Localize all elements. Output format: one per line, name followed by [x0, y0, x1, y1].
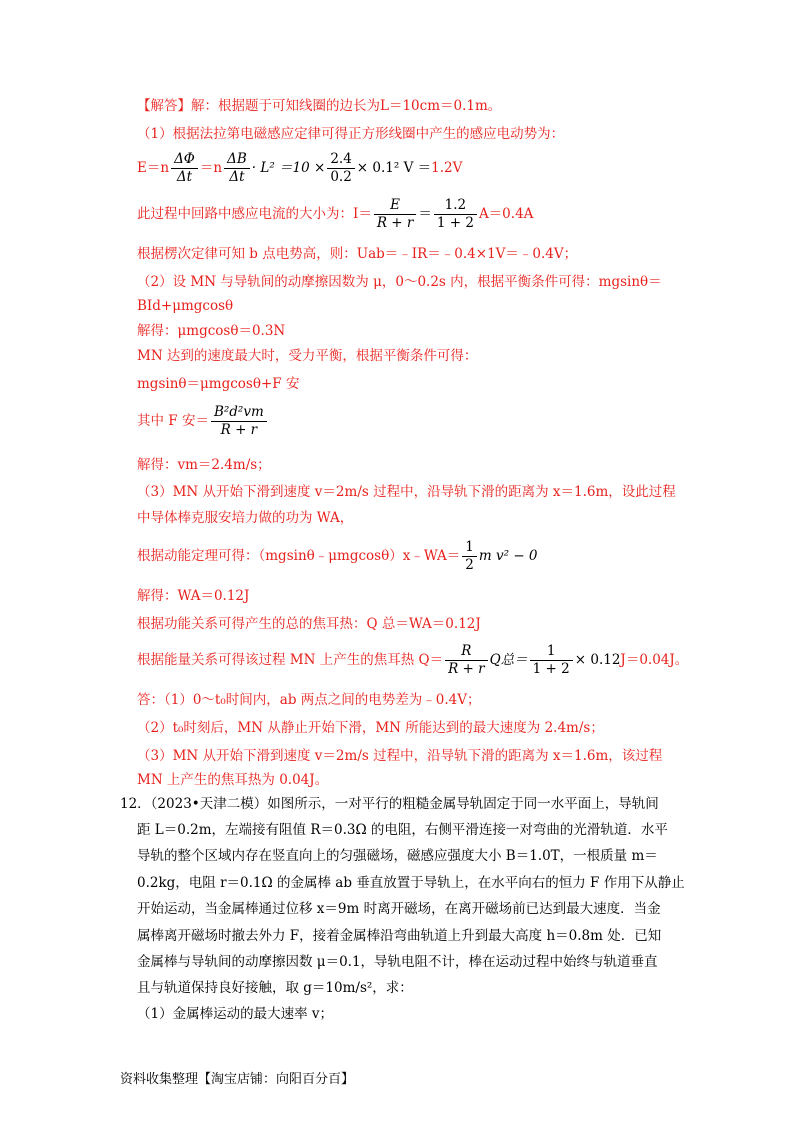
part3-line2: 中导体棒克服安培力做的功为 WA， — [137, 510, 354, 526]
problem12-question1: （1）金属棒运动的最大速率 v； — [137, 1006, 334, 1022]
part2-line1: （2）设 MN 与导轨间的动摩擦因数为 μ，0～0.2s 内，根据平衡条件可得：mgsinθ＝ — [137, 274, 662, 290]
answer-part3-line1: （3）MN 从开始下滑到速度 v＝2m/s 过程中，沿导轨下滑的距离为 x＝1.6m，该过程 — [137, 748, 663, 764]
answer-part2: （2）t₀时刻后，MN 从静止开始下滑，MN 所能达到的最大速度为 2.4m/s； — [137, 720, 604, 736]
solution-header-text: 解：根据题于可知线圈的边长为L＝10cm＝0.1m。 — [191, 98, 502, 114]
problem12-line5: 开始运动，当金属棒通过位移 x＝9m 时离开磁场，在离开磁场前已达到最大速度．当金 — [137, 901, 661, 917]
balance-equation: mgsinθ＝μmgcosθ+F 安 — [137, 376, 300, 392]
part1-intro: （1）根据法拉第电磁感应定律可得正方形线圈中产生的感应电动势为： — [137, 126, 565, 142]
emf-fraction-flux: $\frac{\Delta\Phi}{\Delta t}$ — [171, 151, 198, 186]
problem12-line2: 距 L＝0.2m，左端接有阻值 R＝0.3Ω 的电阻，右侧平滑连接一对弯曲的光滑轨道．水平 — [137, 822, 668, 838]
emf-fraction-field: $\frac{\Delta B}{\Delta t}$ — [224, 151, 250, 186]
problem12-line8: 且与轨道保持良好接触，取 g＝10m/s²，求： — [137, 980, 413, 996]
solve-max-speed: 解得：vm＝2.4m/s； — [137, 457, 271, 473]
problem12-line6: 属棒离开磁场时撤去外力 F，接着金属棒沿弯曲轨道上升到最大高度 h＝0.8m 处．已知 — [137, 928, 662, 944]
current-fraction-symbolic: $\frac{E}{R + r}$ — [374, 197, 417, 232]
current-equation: 此过程中回路中感应电流的大小为：I＝ $\frac{E}{R + r}$ ＝ $\frac{1.2}{1 + 2}$ A＝0.4A — [137, 197, 534, 231]
emf-result: 1.2V — [431, 160, 463, 176]
solution-tag: 【解答】 — [137, 98, 191, 114]
problem12-line3: 导轨的整个区域内存在竖直向上的匀强磁场，磁感应强度大小 B＝1.0T，一根质量 m＝ — [137, 848, 658, 864]
solve-friction: 解得：μmgcosθ＝0.3N — [137, 323, 286, 339]
part3-line1: （3）MN 从开始下滑到速度 v＝2m/s 过程中，沿导轨下滑的距离为 x＝1.6m，设此过程 — [137, 484, 676, 500]
max-speed-line: MN 达到的速度最大时，受力平衡，根据平衡条件可得： — [137, 348, 478, 364]
current-fraction-values: $\frac{1.2}{1 + 2}$ — [434, 197, 477, 232]
ampere-force-fraction: $\frac{\text{B²d²vm}}{R + r}$ — [211, 404, 267, 439]
page-footer: 资料收集整理【淘宝店铺：向阳百分百】 — [120, 1072, 355, 1087]
answer-part3-line2: MN 上产生的焦耳热为 0.04J。 — [137, 772, 329, 788]
part2-line2: BId+μmgcosθ — [137, 298, 234, 314]
solve-work: 解得：WA＝0.12J — [137, 588, 250, 604]
emf-fraction-values: $\frac{2.4}{0.2}$ — [327, 151, 354, 186]
total-joule-heat: 根据功能关系可得产生的总的焦耳热：Q 总＝WA＝0.12J — [137, 616, 481, 632]
problem12-line7: 金属棒与导轨间的动摩擦因数 μ＝0.1，导轨电阻不计，棒在运动过程中始终与轨道垂直 — [137, 954, 658, 970]
kinetic-energy-equation: 根据动能定理可得：（mgsinθ﹣μmgcosθ）x﹣WA＝ $\frac{1}{2}$ m v² − 0 — [137, 539, 538, 573]
joule-fraction-ratio: $\frac{R}{R + r}$ — [445, 643, 488, 678]
solution-header — [137, 96, 501, 116]
answer-part1: 答：（1）0～t₀时间内，ab 两点之间的电势差为﹣0.4V； — [137, 692, 481, 708]
kinetic-fraction-half: $\frac{1}{2}$ — [462, 539, 477, 574]
mn-joule-heat-equation: 根据能量关系可得该过程 MN 上产生的焦耳热 Q＝ $\frac{R}{R + r}$ Q总＝ $\frac{1}{1 + 2}$ × 0.12J＝0.04J。 — [137, 643, 689, 677]
emf-equation: E＝n $\frac{\Delta\Phi}{\Delta t}$ ＝n $\frac{\Delta B}{\Delta t}$ · L² ＝10 × $\frac{2.4}{0.2}$ × 0.1² V ＝1.2V — [137, 151, 463, 185]
ampere-force-equation: 其中 F 安＝ $\frac{\text{B²d²vm}}{R + r}$ — [137, 402, 269, 440]
problem12-line1: 12．（2023•天津二模）如图所示，一对平行的粗糙金属导轨固定于同一水平面上，导轨间 — [120, 796, 659, 812]
joule-fraction-values: $\frac{1}{1 + 2}$ — [530, 643, 573, 678]
problem12-line4: 0.2kg，电阻 r＝0.1Ω 的金属棒 ab 垂直放置于导轨上，在水平向右的恒力 F 作用下从静止 — [137, 875, 685, 891]
lenz-line: 根据楞次定律可知 b 点电势高，则：Uab＝﹣IR＝﹣0.4×1V＝﹣0.4V； — [137, 246, 578, 262]
